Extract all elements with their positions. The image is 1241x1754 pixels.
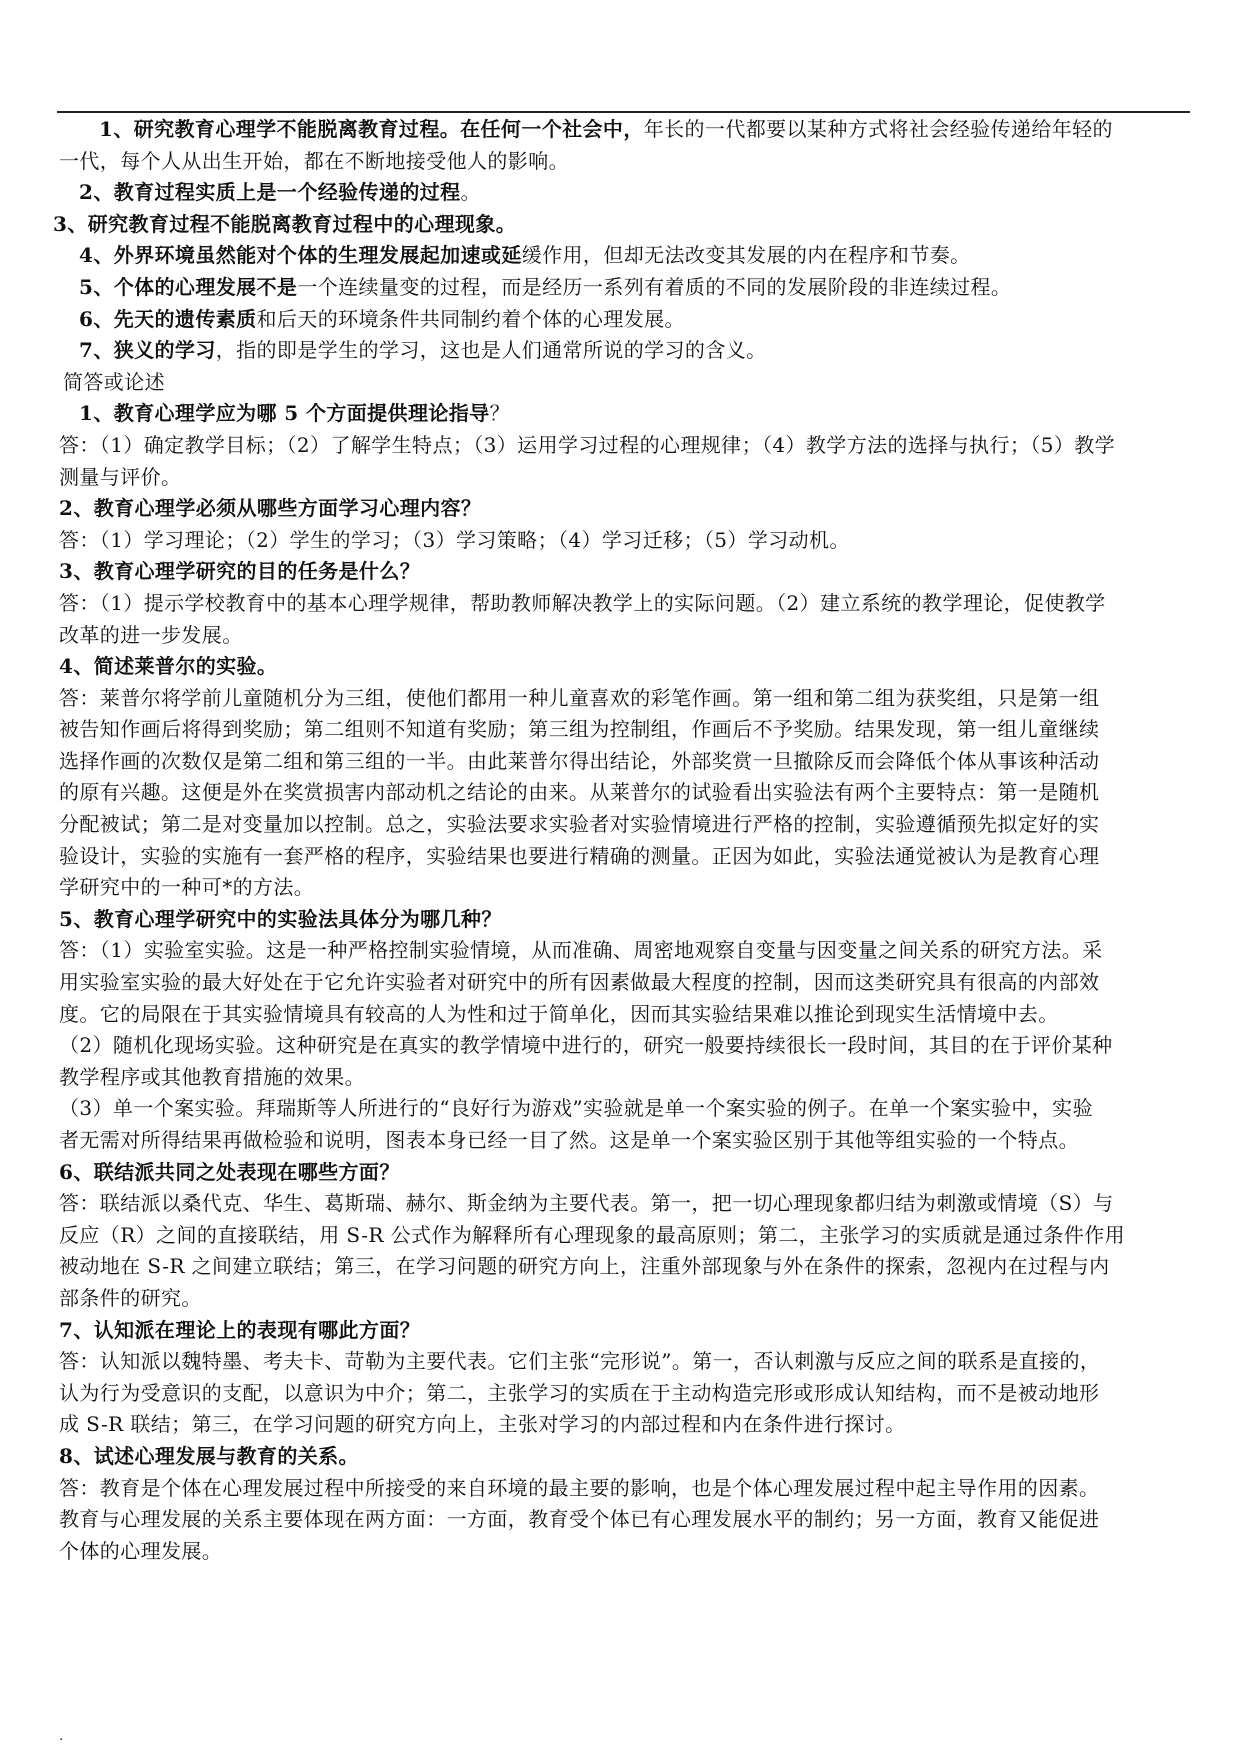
answer-5: 答：（1）实验室实验。这是一种严格控制实验情境，从而准确、周密地观察自变量与因变量之间关系的研究方法。采	[59, 938, 1103, 963]
question-1: 1、教育心理学应为哪 5 个方面提供理论指导？	[79, 401, 510, 426]
answer-5-cont: 度。它的局限在于其实验情境具有较高的人为性和过于简单化，因而其实验结果难以推论到现实生活情境中去。	[59, 1001, 1059, 1026]
statement-7: 7、狭义的学习，指的即是学生的学习，这也是人们通常所说的学习的含义。	[79, 338, 767, 363]
answer-3-cont: 改革的进一步发展。	[59, 622, 243, 647]
answer-1: 答：（1）确定教学目标；（2）了解学生特点；（3）运用学习过程的心理规律；（4）教学方法的选择与执行；（5）教学	[59, 432, 1116, 457]
answer-4-cont: 分配被试；第二是对变量加以控制。总之，实验法要求实验者对实验情境进行严格的控制，实验遵循预先拟定好的实	[59, 812, 1100, 837]
statement-3: 3、研究教育过程不能脱离教育过程中的心理现象。	[53, 211, 517, 236]
question-3: 3、教育心理学研究的目的任务是什么？	[59, 559, 421, 584]
question-6: 6、联结派共同之处表现在哪些方面？	[59, 1159, 400, 1184]
answer-6: 答：联结派以桑代克、华生、葛斯瑞、赫尔、斯金纳为主要代表。第一，把一切心理现象都归结为刺激或情境（S）与	[59, 1191, 1114, 1216]
question-2: 2、教育心理学必须从哪些方面学习心理内容？	[59, 496, 482, 521]
question-5: 5、教育心理学研究中的实验法具体分为哪几种？	[59, 906, 502, 931]
question-7: 7、认知派在理论上的表现有哪此方面？	[59, 1317, 421, 1342]
answer-4-cont: 被告知作画后将得到奖励；第二组则不知道有奖励；第三组为控制组，作画后不予奖励。结果发现，第一组儿童继续	[59, 717, 1100, 742]
answer-4-cont: 的原有兴趣。这便是外在奖赏损害内部动机之结论的由来。从莱普尔的试验看出实验法有两个主要特点：第一是随机	[59, 780, 1100, 805]
answer-6-cont: 被动地在 S-R 之间建立联结；第三，在学习问题的研究方向上，注重外部现象与外在条件的探索，忽视内在过程与内	[59, 1254, 1110, 1279]
answer-1-cont: 测量与评价。	[59, 464, 182, 489]
statement-2: 2、教育过程实质上是一个经验传递的过程。	[79, 180, 481, 205]
top-rule	[57, 111, 1190, 113]
answer-3: 答：（1）提示学校教育中的基本心理学规律，帮助教师解决教学上的实际问题。（2）建立系统的教学理论，促使教学	[59, 590, 1106, 615]
answer-6-cont: 部条件的研究。	[59, 1285, 202, 1310]
answer-7-cont: 成 S-R 联结；第三，在学习问题的研究方向上，主张对学习的内部过程和内在条件进行探讨。	[59, 1412, 906, 1437]
answer-5-cont: 教学程序或其他教育措施的效果。	[59, 1064, 365, 1089]
statement-6: 6、先天的遗传素质和后天的环境条件共同制约着个体的心理发展。	[79, 306, 685, 331]
answer-5-cont: 者无需对所得结果再做检验和说明，图表本身已经一目了然。这是单一个案实验区别于其他等组实验的一个特点。	[59, 1128, 1079, 1152]
answer-2: 答：（1）学习理论；（2）学生的学习；（3）学习策略；（4）学习迁移；（5）学习动机。	[59, 527, 850, 552]
question-4: 4、简述莱普尔的实验。	[59, 654, 278, 679]
answer-5-cont: 用实验室实验的最大好处在于它允许实验者对研究中的所有因素做最大程度的控制，因而这类研究具有很高的内部效	[59, 970, 1100, 995]
document-body	[53, 114, 1188, 1567]
statement-1-cont: 一代，每个人从出生开始，都在不断地接受他人的影响。	[59, 148, 569, 173]
statement-5: 5、个体的心理发展不是一个连续量变的过程，而是经历一系列有着质的不同的发展阶段的非连续过程。	[79, 274, 1012, 299]
footer-mark: .	[59, 1728, 64, 1744]
answer-8-cont: 教育与心理发展的关系主要体现在两方面：一方面，教育受个体已有心理发展水平的制约；另一方面，教育又能促进	[59, 1507, 1100, 1532]
section-heading: 简答或论述	[63, 369, 165, 394]
answer-4: 答：莱普尔将学前儿童随机分为三组，使他们都用一种儿童喜欢的彩笔作画。第一组和第二组为获奖组，只是第一组	[59, 685, 1100, 710]
answer-8-cont: 个体的心理发展。	[59, 1538, 223, 1563]
answer-5-item-2: （2）随机化现场实验。这种研究是在真实的教学情境中进行的，研究一般要持续很长一段时间，其目的在于评价某种	[59, 1033, 1113, 1058]
answer-7: 答：认知派以魏特墨、考夫卡、苛勒为主要代表。它们主张“完形说”。第一，否认刺激与反应之间的联系是直接的，	[59, 1349, 1101, 1374]
answer-5-item-3: （3）单一个案实验。拜瑞斯等人所进行的“良好行为游戏”实验就是单一个案实验的例子。在单一个案实验中，实验	[59, 1096, 1093, 1121]
answer-7-cont: 认为行为受意识的支配，以意识为中介；第二，主张学习的实质在于主动构造完形或形成认知结构，而不是被动地形	[59, 1380, 1100, 1405]
question-8: 8、试述心理发展与教育的关系。	[59, 1443, 359, 1468]
answer-4-cont: 学研究中的一种可*的方法。	[59, 875, 315, 900]
answer-4-cont: 验设计，实验的实施有一套严格的程序，实验结果也要进行精确的测量。正因为如此，实验法通觉被认为是教育心理	[59, 843, 1100, 868]
answer-8: 答：教育是个体在心理发展过程中所接受的来自环境的最主要的影响，也是个体心理发展过程中起主导作用的因素。	[59, 1475, 1100, 1500]
statement-1: 1、研究教育心理学不能脱离教育过程。在任何一个社会中，年长的一代都要以某种方式将社会经验传递给年轻的	[99, 117, 1113, 141]
statement-4: 4、外界环境虽然能对个体的生理发展起加速或延缓作用，但却无法改变其发展的内在程序和节奏。	[79, 243, 971, 268]
answer-6-cont: 反应（R）之间的直接联结，用 S-R 公式作为解释所有心理现象的最高原则；第二，主张学习的实质就是通过条件作用	[59, 1222, 1126, 1247]
answer-4-cont: 选择作画的次数仅是第二组和第三组的一半。由此莱普尔得出结论，外部奖赏一旦撤除反而会降低个体从事该种活动	[59, 748, 1100, 773]
